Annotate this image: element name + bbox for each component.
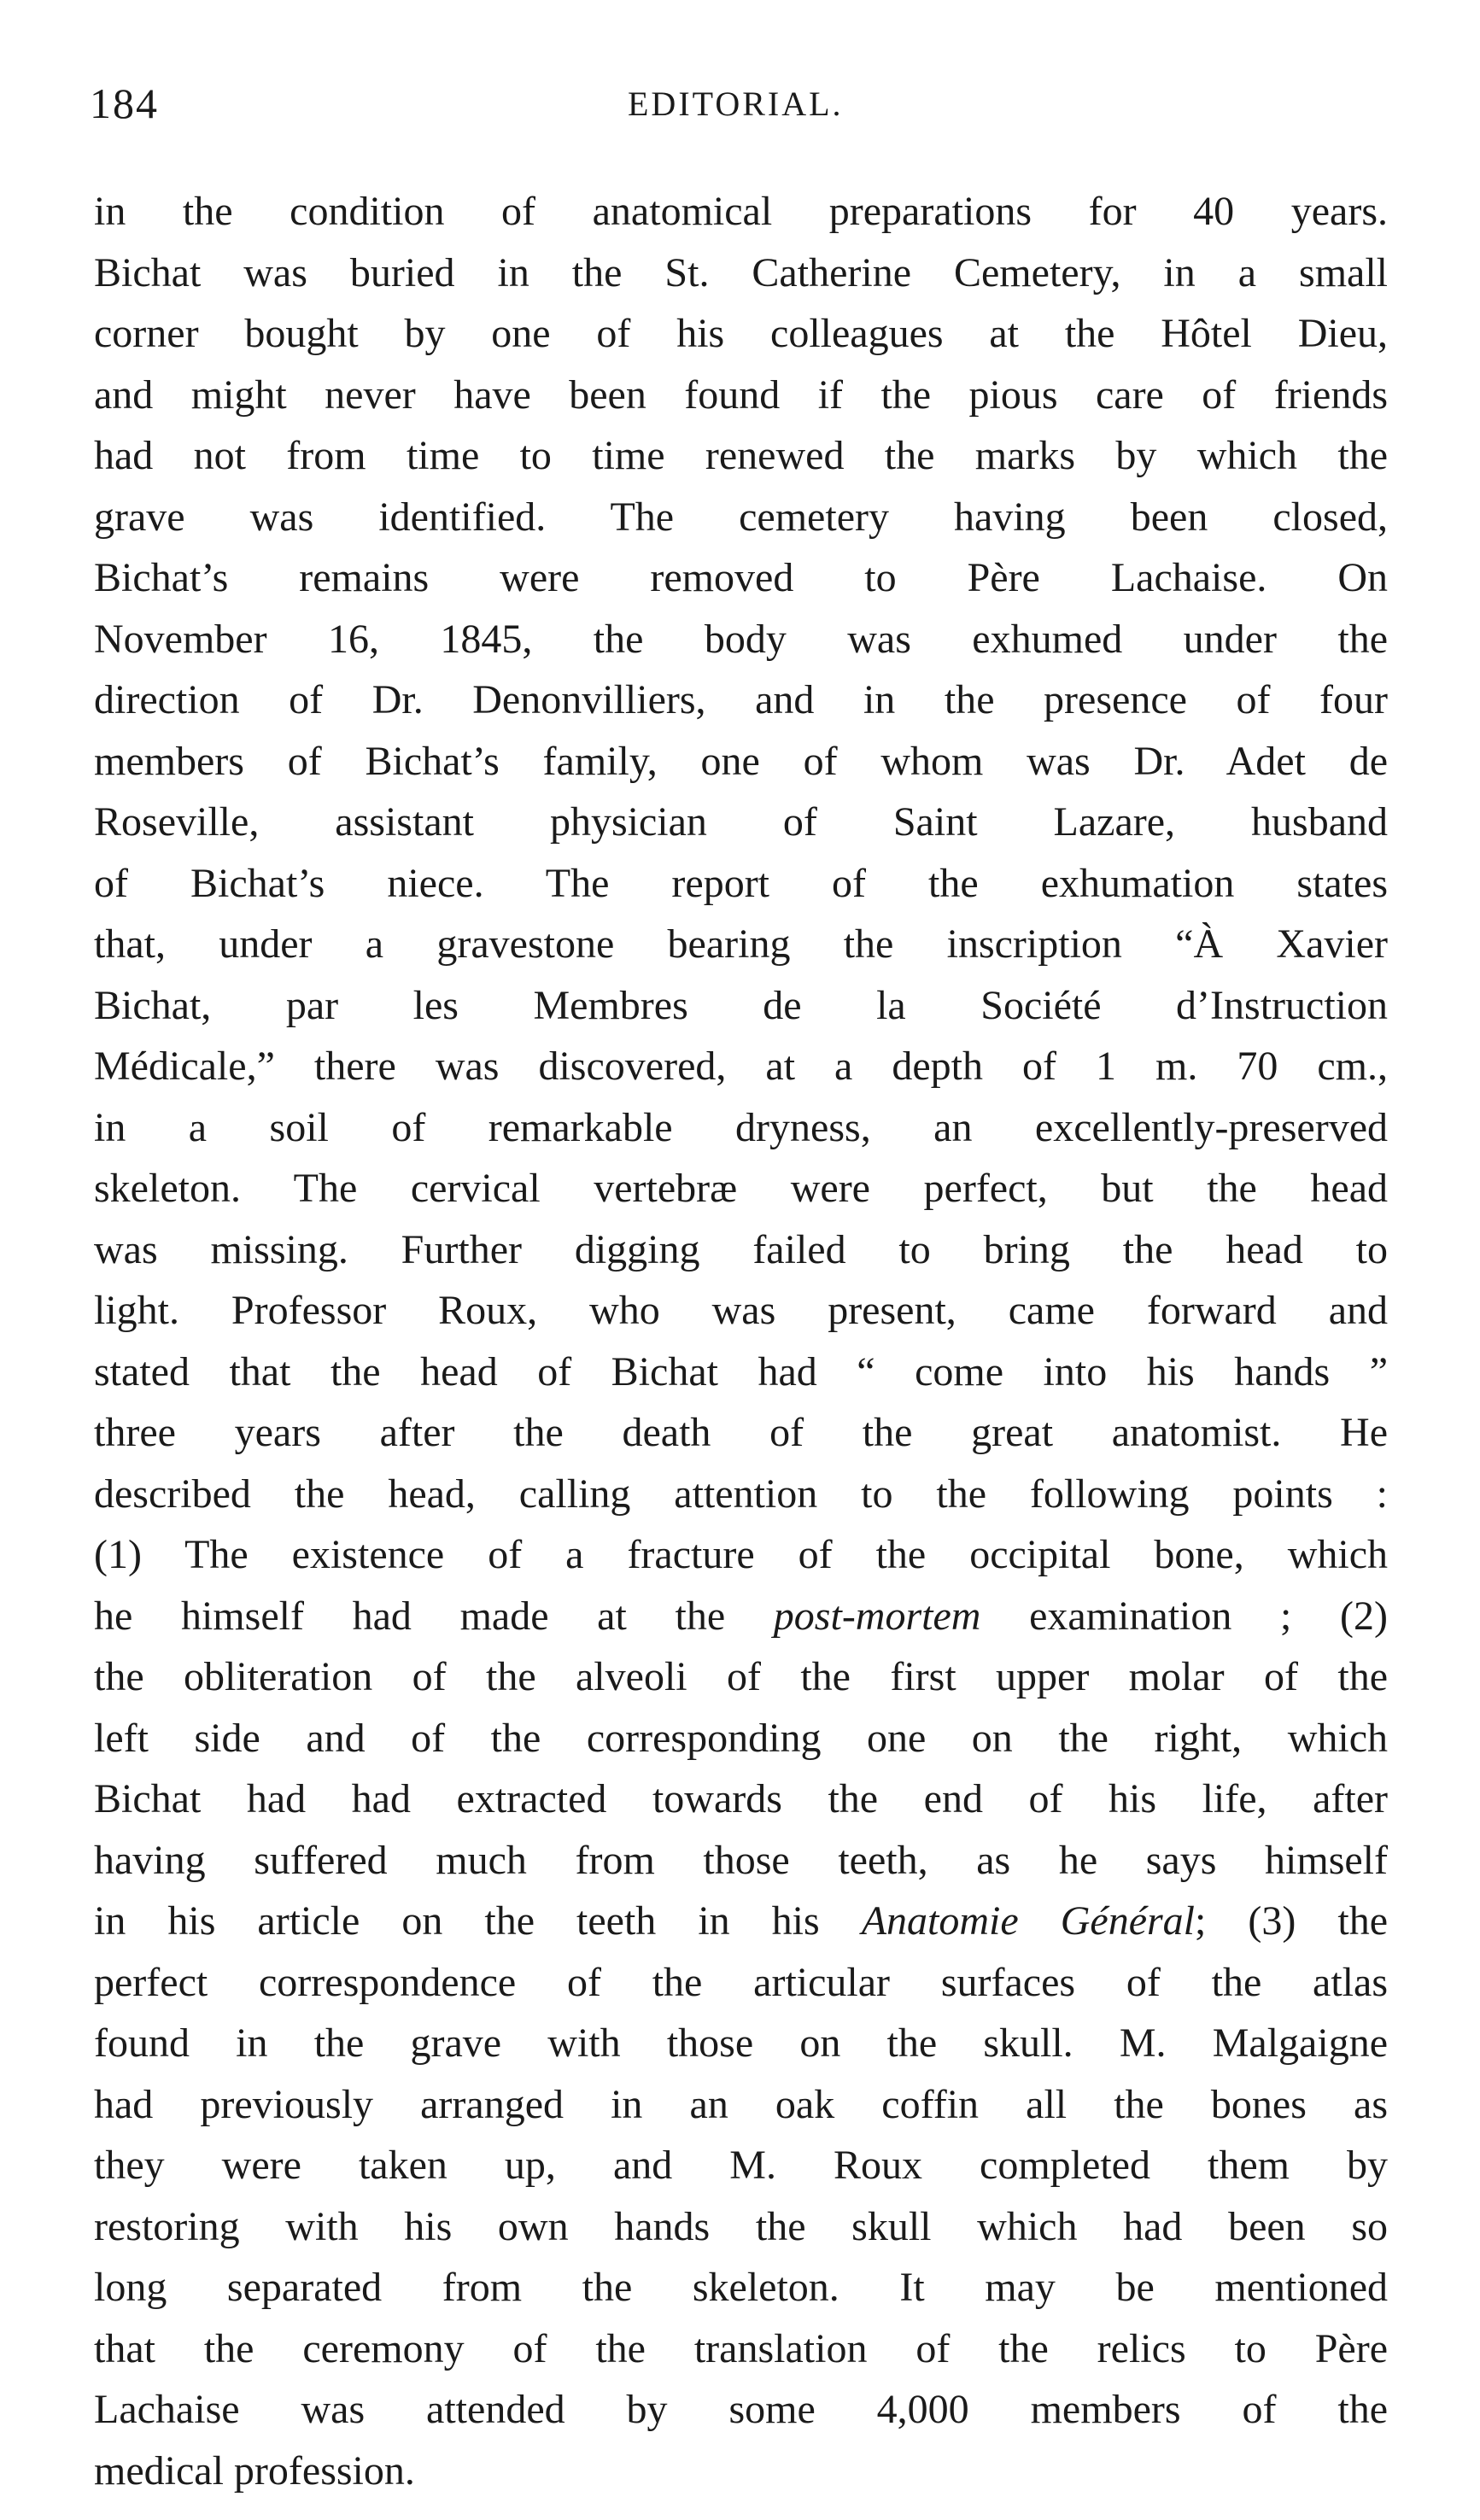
text-line: Roseville, assistant physician of Saint Lazare, husband	[94, 799, 1388, 845]
text-line	[94, 1586, 1388, 1647]
text-line: was missing. Further digging failed to bring the head to	[94, 1226, 1388, 1272]
text-line: stated that the head of Bichat had “ come into his hands ”	[94, 1348, 1388, 1394]
italic-title: Anatomie Général	[861, 1898, 1196, 1944]
text-line: the obliteration of the alveoli of the first upper molar of the	[94, 1654, 1388, 1699]
page-number: 184	[90, 79, 159, 127]
text-line: light. Professor Roux, who was present, came forward and	[94, 1288, 1388, 1333]
text-line: perfect correspondence of the articular surfaces of the atlas	[94, 1959, 1388, 2005]
text-line: described the head, calling attention to the following points :	[94, 1470, 1388, 1517]
text-line: corner bought by one of his colleagues at the Hôtel Dieu,	[94, 311, 1388, 356]
page-header	[90, 79, 1413, 138]
text-line: direction of Dr. Denonvilliers, and in the presence of four	[94, 677, 1388, 722]
text-line: skeleton. The cervical vertebræ were perfect, but the head	[94, 1166, 1388, 1211]
italic-term: post-mortem	[773, 1593, 981, 1639]
text-line: they were taken up, and M. Roux completed them by	[94, 2143, 1388, 2188]
text-segment: in his article on the teeth in his	[94, 1898, 862, 1944]
text-line: November 16, 1845, the body was exhumed under the	[94, 616, 1388, 662]
text-line: in a soil of remarkable dryness, an excellently-preserved	[94, 1104, 1388, 1150]
text-line: in the condition of anatomical preparations for 40 years.	[94, 189, 1388, 234]
text-line: found in the grave with those on the skull. M. Malgaigne	[94, 2020, 1388, 2066]
text-segment: examination ; (2)	[980, 1593, 1388, 1639]
running-head: EDITORIAL.	[628, 85, 844, 123]
text-line: long separated from the skeleton. It may be mentioned	[94, 2265, 1388, 2310]
text-line: grave was identified. The cemetery having been closed,	[94, 494, 1388, 540]
text-line: that the ceremony of the translation of the relics to Père	[94, 2325, 1388, 2371]
text-line	[94, 1891, 1388, 1952]
text-line-last: medical profession.	[94, 2447, 415, 2494]
text-line: three years after the death of the great anatomist. He	[94, 1410, 1388, 1455]
text-line: had previously arranged in an oak coffin all the bones as	[94, 2081, 1388, 2127]
text-line: members of Bichat’s family, one of whom was Dr. Adet de	[94, 738, 1388, 784]
text-line: Bichat was buried in the St. Catherine Cemetery, in a small	[94, 249, 1388, 295]
text-line: that, under a gravestone bearing the inscription “À Xavier	[94, 921, 1388, 967]
text-line: of Bichat’s niece. The report of the exhumation states	[94, 860, 1388, 906]
text-line: restoring with his own hands the skull which had been so	[94, 2203, 1388, 2249]
text-line: Bichat had had extracted towards the end of his life, after	[94, 1776, 1388, 1821]
text-line: and might never have been found if the pious care of friends	[94, 371, 1388, 418]
text-line: had not from time to time renewed the marks by which the	[94, 433, 1388, 478]
text-segment: ; (3) the	[1195, 1898, 1388, 1944]
text-line: (1) The existence of a fracture of the occipital bone, which	[94, 1532, 1388, 1577]
body-paragraph	[94, 181, 1388, 2501]
text-line: Bichat, par les Membres de la Société d’Instruction	[94, 982, 1388, 1028]
text-line: left side and of the corresponding one on the right, which	[94, 1715, 1388, 1761]
text-line: Bichat’s remains were removed to Père Lachaise. On	[94, 555, 1388, 600]
text-segment: he himself had made at the	[94, 1593, 774, 1639]
text-line: having suffered much from those teeth, as he says himself	[94, 1837, 1388, 1883]
text-line: Médicale,” there was discovered, at a depth of 1 m. 70 cm.,	[94, 1044, 1388, 1089]
text-line: Lachaise was attended by some 4,000 members of the	[94, 2387, 1388, 2432]
